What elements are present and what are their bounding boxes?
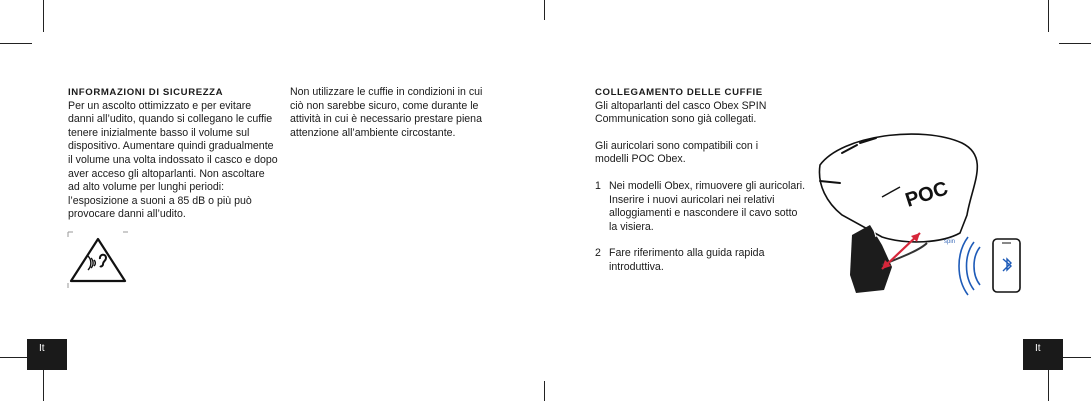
crop-mark (1059, 43, 1091, 44)
safety-paragraph-1: Per un ascolto ottimizzato e per evitare danni all’udito, quando si collegano le cuffie tenere inizialmente basso il volume sul dispositivo. Aumentare quindi gradualmente il volume una volta indossato il casco e dopo aver acceso gli altoparlanti. Non ascoltare ad alto volume per lunghi periodi: l’esposizione a suoni a 85 dB o più può provocare danni all’udito. (68, 99, 278, 221)
hearing-warning-icon (67, 231, 129, 289)
safety-column-2 (290, 86, 500, 140)
connection-compat: Gli auricolari sono compatibili con i modelli POC Obex. (595, 139, 759, 166)
page-tab-right: It (1023, 339, 1063, 370)
crop-mark (0, 43, 32, 44)
safety-heading: INFORMAZIONI DI SICUREZZA (68, 87, 224, 98)
crop-mark (43, 369, 44, 401)
crop-mark (544, 381, 545, 401)
crop-mark (1059, 357, 1091, 358)
helmet-logo-small: spin (944, 239, 956, 245)
list-item (595, 180, 815, 234)
crop-mark (544, 0, 545, 20)
helmet-logo: POC (902, 177, 951, 212)
safety-paragraph-2: Non utilizzare le cuffie in condizioni in cui ciò non sarebbe sicuro, come durante le attività in cui è necessario prestare piena attenzione all’ambiente circostante. (290, 86, 483, 139)
connection-column (595, 86, 815, 275)
steps-list (595, 180, 815, 275)
crop-mark (1048, 0, 1049, 32)
step-text: Fare riferimento alla guida rapida introduttiva. (609, 247, 765, 273)
helmet-illustration (812, 125, 1037, 300)
step-text: Nei modelli Obex, rimuovere gli auricolari. Inserire i nuovi auricolari nei relativi alloggiamenti e nascondere il cavo sotto la visiera. (609, 179, 806, 233)
crop-mark (43, 0, 44, 32)
list-item (595, 247, 815, 274)
page-tab-left: It (27, 339, 67, 370)
connection-intro: Gli altoparlanti del casco Obex SPIN Communication sono già collegati. (595, 99, 767, 126)
step-number: 1 (595, 179, 601, 192)
safety-column-1 (68, 86, 283, 222)
crop-mark (1048, 369, 1049, 401)
step-number: 2 (595, 247, 601, 260)
connection-heading: COLLEGAMENTO DELLE CUFFIE (595, 87, 763, 98)
